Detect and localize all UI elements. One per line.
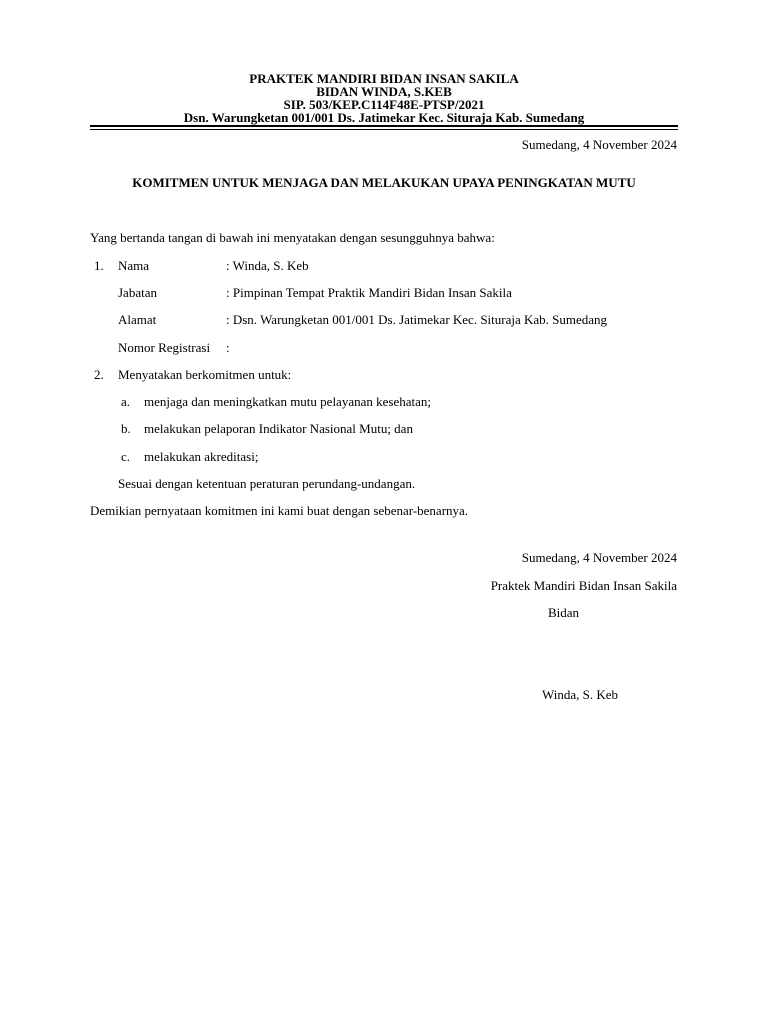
subitem-b-text: melakukan pelaporan Indikator Nasional Mutu; dan <box>144 421 413 436</box>
item-2-number: 2. <box>94 367 104 382</box>
letterhead-address: Dsn. Warungketan 001/001 Ds. Jatimekar Kec. Situraja Kab. Sumedang <box>183 110 585 125</box>
signature-role: Bidan <box>548 605 580 620</box>
signatory-name: Winda, S. Keb <box>542 687 619 702</box>
field-label-alamat: Alamat <box>118 312 157 327</box>
field-label-nama: Nama <box>118 258 150 273</box>
signature-date: Sumedang, 4 November 2024 <box>521 550 677 565</box>
letterhead-divider-thin <box>90 129 678 130</box>
letterhead-midwife-name: BIDAN WINDA, S.KEB <box>316 84 452 99</box>
closing-statement: Demikian pernyataan komitmen ini kami buat dengan sebenar-benarnya. <box>90 503 469 518</box>
letterhead-practice-name: PRAKTEK MANDIRI BIDAN INSAN SAKILA <box>249 71 519 86</box>
field-label-nomor-registrasi: Nomor Registrasi <box>118 340 211 355</box>
field-value-nomor-registrasi: : <box>226 340 230 355</box>
item-1-number: 1. <box>94 258 104 273</box>
subitem-c-text: melakukan akreditasi; <box>144 449 259 464</box>
subitem-a-letter: a. <box>121 394 131 409</box>
field-value-nama: : Winda, S. Keb <box>226 258 309 273</box>
document-title: KOMITMEN UNTUK MENJAGA DAN MELAKUKAN UPAYA PENINGKATAN MUTU <box>132 175 636 190</box>
subitem-c-letter: c. <box>121 449 131 464</box>
letter-date: Sumedang, 4 November 2024 <box>521 137 677 152</box>
intro-text: Yang bertanda tangan di bawah ini menyatakan dengan sesungguhnya bahwa: <box>90 230 495 245</box>
field-value-alamat: : Dsn. Warungketan 001/001 Ds. Jatimekar Kec. Situraja Kab. Sumedang <box>226 312 608 327</box>
field-label-jabatan: Jabatan <box>118 285 157 300</box>
signature-organization: Praktek Mandiri Bidan Insan Sakila <box>490 578 677 593</box>
letterhead-license-number: SIP. 503/KEP.C114F48E-PTSP/2021 <box>283 97 485 112</box>
item-2-closing: Sesuai dengan ketentuan peraturan perundang-undangan. <box>118 476 416 491</box>
letterhead-divider-thick <box>90 125 678 127</box>
subitem-b-letter: b. <box>121 421 131 436</box>
field-value-jabatan: : Pimpinan Tempat Praktik Mandiri Bidan Insan Sakila <box>226 285 512 300</box>
item-2-text: Menyatakan berkomitmen untuk: <box>118 367 292 382</box>
subitem-a-text: menjaga dan meningkatkan mutu pelayanan kesehatan; <box>144 394 431 409</box>
